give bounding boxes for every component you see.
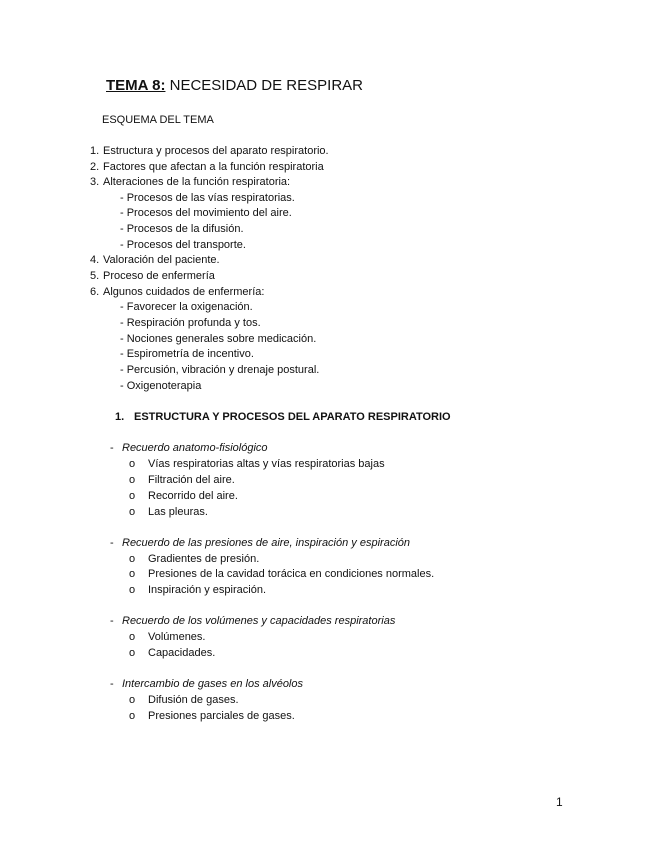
outline-subitem: - Procesos del movimiento del aire. — [120, 207, 292, 219]
subtopic-heading — [110, 678, 303, 690]
bullet-marker: o — [129, 506, 136, 518]
bullet-item — [129, 584, 266, 596]
bullet-text: Filtración del aire. — [148, 474, 235, 486]
subtopic-title: Intercambio de gases en los alvéolos — [122, 678, 303, 690]
bullet-item — [129, 490, 238, 502]
bullet-text: Las pleuras. — [148, 506, 208, 518]
bullet-marker: o — [129, 474, 136, 486]
outline-item — [90, 254, 220, 266]
bullet-marker: o — [129, 631, 136, 643]
outline-subitem: - Procesos de las vías respiratorias. — [120, 192, 295, 204]
subtopic-dash: - — [110, 678, 114, 690]
outline-number: 5. — [90, 270, 100, 282]
outline-subitem: - Percusión, vibración y drenaje postural. — [120, 364, 320, 376]
subtopic-heading — [110, 537, 410, 549]
outline-subitem: - Oxigenoterapia — [120, 380, 202, 392]
bullet-text: Difusión de gases. — [148, 694, 239, 706]
bullet-text: Presiones de la cavidad torácica en condiciones normales. — [148, 568, 435, 580]
outline-heading: ESQUEMA DEL TEMA — [102, 114, 214, 126]
bullet-marker: o — [129, 584, 136, 596]
bullet-item — [129, 568, 434, 580]
bullet-text: Vías respiratorias altas y vías respiratorias bajas — [148, 458, 385, 470]
title-text: NECESIDAD DE RESPIRAR — [165, 77, 363, 94]
subtopic-title: Recuerdo de las presiones de aire, inspiración y espiración — [122, 537, 410, 549]
outline-subitem: - Procesos de la difusión. — [120, 223, 244, 235]
subtopic-title: Recuerdo anatomo-fisiológico — [122, 442, 268, 454]
subtopic-dash: - — [110, 442, 114, 454]
bullet-item — [129, 631, 205, 643]
bullet-marker: o — [129, 490, 136, 502]
outline-item — [90, 176, 290, 188]
outline-item — [90, 286, 264, 298]
subtopic-heading — [110, 442, 268, 454]
bullet-item — [129, 458, 385, 470]
subtopic-title: Recuerdo de los volúmenes y capacidades respiratorias — [122, 615, 396, 627]
outline-text: Factores que afectan a la función respiratoria — [103, 161, 324, 173]
bullet-text: Presiones parciales de gases. — [148, 710, 295, 722]
bullet-marker: o — [129, 458, 136, 470]
bullet-marker: o — [129, 694, 136, 706]
outline-subitem: - Espirometría de incentivo. — [120, 348, 254, 360]
bullet-marker: o — [129, 553, 136, 565]
outline-subitem: - Favorecer la oxigenación. — [120, 301, 253, 313]
outline-text: Algunos cuidados de enfermería: — [103, 286, 265, 298]
bullet-marker: o — [129, 710, 136, 722]
outline-text: Valoración del paciente. — [103, 254, 220, 266]
bullet-text: Inspiración y espiración. — [148, 584, 267, 596]
bullet-marker: o — [129, 647, 136, 659]
outline-item — [90, 145, 329, 157]
page-number: 1 — [556, 795, 563, 809]
section-number: 1. — [115, 411, 125, 423]
subtopic-heading — [110, 615, 395, 627]
outline-number: 1. — [90, 145, 100, 157]
section-title: ESTRUCTURA Y PROCESOS DEL APARATO RESPIRATORIO — [134, 411, 451, 423]
subtopic-dash: - — [110, 537, 114, 549]
bullet-item — [129, 474, 235, 486]
page-title — [106, 77, 363, 94]
bullet-item — [129, 506, 208, 518]
subtopic-dash: - — [110, 615, 114, 627]
outline-number: 3. — [90, 176, 100, 188]
bullet-item — [129, 694, 239, 706]
outline-text: Alteraciones de la función respiratoria: — [103, 176, 291, 188]
outline-text: Estructura y procesos del aparato respiratorio. — [103, 145, 329, 157]
outline-subitem: - Respiración profunda y tos. — [120, 317, 261, 329]
outline-text: Proceso de enfermería — [103, 270, 215, 282]
bullet-text: Capacidades. — [148, 647, 216, 659]
bullet-text: Recorrido del aire. — [148, 490, 238, 502]
outline-number: 2. — [90, 161, 100, 173]
outline-item — [90, 270, 215, 282]
outline-subitem: - Nociones generales sobre medicación. — [120, 333, 317, 345]
bullet-item — [129, 647, 215, 659]
bullet-text: Volúmenes. — [148, 631, 206, 643]
bullet-item — [129, 553, 259, 565]
outline-number: 4. — [90, 254, 100, 266]
outline-subitem: - Procesos del transporte. — [120, 239, 246, 251]
bullet-text: Gradientes de presión. — [148, 553, 260, 565]
bullet-marker: o — [129, 568, 136, 580]
outline-number: 6. — [90, 286, 100, 298]
outline-item — [90, 161, 324, 173]
section-heading — [115, 411, 451, 423]
bullet-item — [129, 710, 295, 722]
title-label: TEMA 8: — [106, 77, 166, 94]
